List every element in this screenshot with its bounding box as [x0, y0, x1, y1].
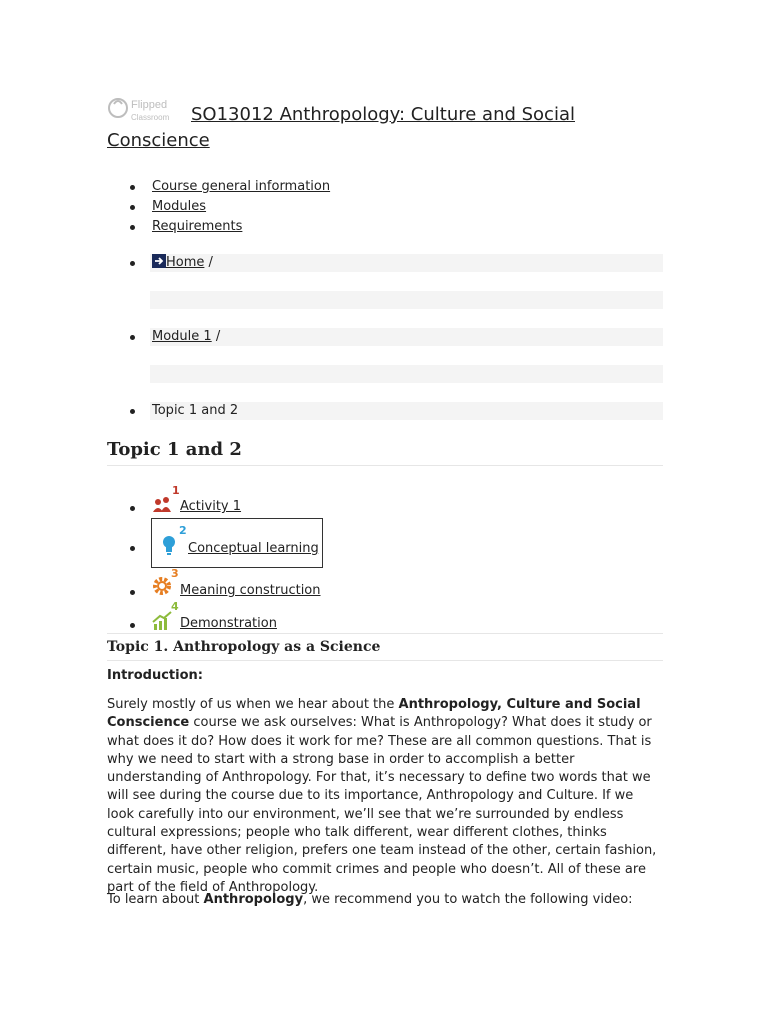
- course-title-link[interactable]: [107, 94, 607, 154]
- activity-link-1[interactable]: Activity 1: [180, 499, 242, 514]
- intro-label: Introduction:: [107, 668, 203, 683]
- activity-item-1: [107, 484, 663, 520]
- activity-number: 3: [171, 567, 179, 580]
- breadcrumb-module: [107, 328, 663, 346]
- paragraph-text: , we recommend you to watch the following video:: [303, 892, 633, 907]
- breadcrumb-module-item: [152, 328, 220, 346]
- course-title-text: SO13012 Anthropology: Culture and Social Conscience: [107, 104, 575, 151]
- nav-link-modules[interactable]: Modules: [152, 199, 207, 214]
- nav-item-requirements: [107, 217, 330, 237]
- section-heading: Topic 1. Anthropology as a Science: [107, 633, 663, 661]
- arrow-right-icon: [152, 254, 166, 268]
- activity-number: 4: [171, 600, 179, 613]
- bullet: [130, 335, 135, 340]
- paragraph-text: course we ask ourselves: What is Anthropology? What does it study or what does it do? How does it work for me? These are all common questions. That is why we need to start with a strong base in order to accomplish a better understanding of Anthropology. For that, it’s necessary to define two words that we will see during the course due to its importance, Anthropology and Culture. If we look carefully into our environment, we’ll see that we’re surrounded by endless cultural expressions; people who talk different, wear different clothes, thinks different, have other religion, prefers one team instead of the other, certain fashion, certain music, people who commit crimes and people who doesn’t. All of these are part of the field of Anthropology.: [107, 715, 657, 895]
- bullet: [130, 261, 135, 266]
- nav-item-general-info: [107, 177, 330, 197]
- breadcrumb-bar: [150, 328, 663, 346]
- activity-number: 2: [179, 524, 187, 537]
- breadcrumb-current-text: Topic 1 and 2: [152, 403, 239, 418]
- breadcrumb-bar: [150, 254, 663, 272]
- activity-item-3: [107, 567, 663, 604]
- paragraph-text: Surely mostly of us when we hear about the: [107, 697, 399, 712]
- bullet: [130, 506, 135, 511]
- video-intro-paragraph: [107, 891, 663, 909]
- activity-link-2[interactable]: Conceptual learning: [188, 541, 319, 556]
- paragraph-text: To learn about: [107, 892, 204, 907]
- activity-link-4[interactable]: Demonstration: [180, 616, 277, 631]
- nav-item-modules: [107, 197, 330, 217]
- svg-text:Flipped: Flipped: [131, 99, 168, 111]
- breadcrumb-home-item: [152, 254, 213, 272]
- breadcrumb-separator: /: [215, 329, 221, 344]
- bullet: [130, 546, 135, 551]
- breadcrumb-separator: /: [208, 255, 213, 270]
- bullet: [130, 409, 135, 414]
- breadcrumb-current: [107, 402, 663, 420]
- activity-item-2: [107, 524, 663, 562]
- page-title: Topic 1 and 2: [107, 436, 663, 466]
- bullet: [130, 590, 135, 595]
- paragraph-emphasis: Anthropology: [203, 892, 304, 907]
- svg-text:Classroom: Classroom: [131, 113, 170, 122]
- breadcrumb-module-link[interactable]: Module 1: [152, 329, 212, 344]
- intro-paragraph: [107, 696, 663, 897]
- nav-link-general-info[interactable]: Course general information: [152, 179, 331, 194]
- nav-link-requirements[interactable]: Requirements: [152, 219, 243, 234]
- activity-number: 1: [172, 484, 180, 497]
- breadcrumb-home-link[interactable]: Home: [166, 255, 205, 270]
- activity-link-3[interactable]: Meaning construction: [180, 583, 321, 598]
- paragraph-emphasis: Anthropology, Culture and Social Conscience: [107, 697, 641, 731]
- course-nav: [107, 177, 330, 237]
- breadcrumb-spacer: [150, 365, 663, 383]
- flipped-classroom-logo: [107, 94, 191, 124]
- breadcrumb-home: [107, 254, 663, 272]
- bullet: [130, 623, 135, 628]
- breadcrumb-spacer: [150, 291, 663, 309]
